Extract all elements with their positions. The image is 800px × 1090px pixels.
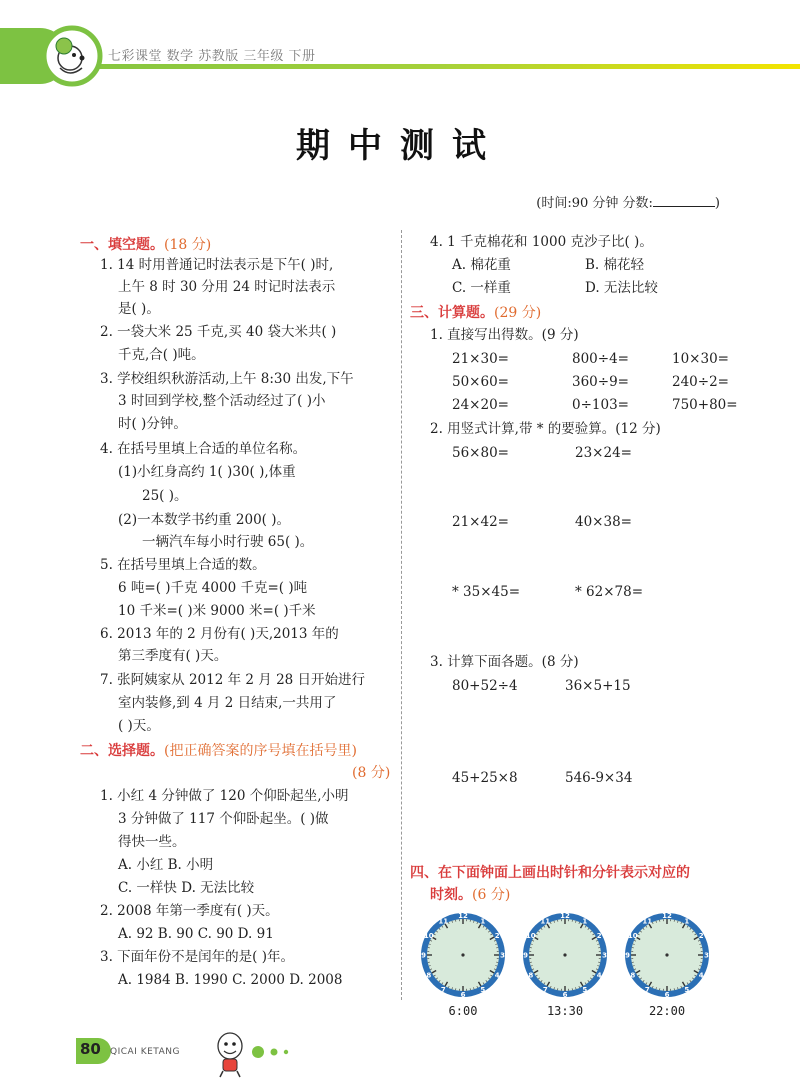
clock-label-2: 13:30 xyxy=(546,1004,584,1018)
q2-line-1: 2. 一袋大米 25 千克,买 40 袋大米共( ) xyxy=(100,324,337,340)
clock-numeral: 2 xyxy=(494,931,500,940)
clock-numeral: 4 xyxy=(698,971,704,980)
q7-line-2: 室内装修,到 4 月 2 日结束,一共用了 xyxy=(118,695,337,711)
section-4-title-1: 四、在下面钟面上画出时针和分针表示对应的 xyxy=(410,865,690,881)
section-2-note: (把正确答案的序号填在括号里) xyxy=(164,743,357,759)
choice-q1-options-1: A. 小红 B. 小明 xyxy=(118,857,214,873)
clock-numeral: 6 xyxy=(460,991,466,1000)
choice-q4-opt-d: D. 无法比较 xyxy=(585,280,658,296)
mixed-item: 45+25×8 xyxy=(452,770,518,786)
choice-q2-options: A. 92 B. 90 C. 90 D. 91 xyxy=(118,926,274,942)
clock-numeral: 8 xyxy=(630,971,636,980)
footer-brand: QICAI KETANG xyxy=(110,1047,180,1057)
clock-numeral: 5 xyxy=(480,985,486,994)
clock-numeral: 8 xyxy=(528,971,534,980)
choice-q3: 3. 下面年份不是闰年的是( )年。 xyxy=(100,949,294,965)
calc-2-title: 2. 用竖式计算,带 * 的要验算。(12 分) xyxy=(430,421,661,437)
section-1-points: (18 分) xyxy=(164,237,212,253)
clock-numeral: 4 xyxy=(494,971,500,980)
calc-3-title: 3. 计算下面各题。(8 分) xyxy=(430,654,579,670)
q1-line-2: 上午 8 时 30 分用 24 时记时法表示 xyxy=(118,279,336,295)
section-3-title xyxy=(410,302,541,322)
clock-numeral: 12 xyxy=(458,912,468,921)
direct-item: 750+80= xyxy=(672,397,738,413)
section-4-points: (6 分) xyxy=(472,887,511,903)
section-3-label: 三、计算题。 xyxy=(410,305,494,321)
section-1-label: 一、填空题。 xyxy=(80,237,164,253)
section-2-label: 二、选择题。 xyxy=(80,743,164,759)
vertical-item: * 62×78= xyxy=(575,584,644,600)
q3-line-2: 3 时回到学校,整个活动经过了( )小 xyxy=(118,393,326,409)
clock-numeral: 7 xyxy=(440,985,446,994)
vertical-item: 40×38= xyxy=(575,514,632,530)
clock-numeral: 7 xyxy=(644,985,650,994)
clock-numeral: 1 xyxy=(582,917,588,926)
vertical-item: 21×42= xyxy=(452,514,509,530)
calc-1-title: 1. 直接写出得数。(9 分) xyxy=(430,327,579,343)
q4-line-3: 25( )。 xyxy=(142,488,188,504)
section-2-points: (8 分) xyxy=(352,765,391,781)
clock-numeral: 1 xyxy=(684,917,690,926)
clock-label-1: 6:00 xyxy=(448,1004,478,1018)
q5-line-1: 5. 在括号里填上合适的数。 xyxy=(100,557,266,573)
mixed-item: 546-9×34 xyxy=(565,770,633,786)
section-2-points-wrap xyxy=(352,762,390,782)
clock-numeral: 2 xyxy=(596,931,602,940)
clock-face-2[interactable] xyxy=(520,910,610,1000)
clock-numeral: 6 xyxy=(562,991,568,1000)
choice-q3-options: A. 1984 B. 1990 C. 2000 D. 2008 xyxy=(118,972,343,988)
clock-numeral: 8 xyxy=(426,971,432,980)
mixed-item: 80+52÷4 xyxy=(452,678,518,694)
clock-numeral: 3 xyxy=(602,951,607,960)
direct-item: 21×30= xyxy=(452,351,509,367)
q4-line-5: 一辆汽车每小时行驶 65( )。 xyxy=(142,534,314,550)
section-2-title xyxy=(80,740,357,760)
choice-q4-opt-b: B. 棉花轻 xyxy=(585,257,645,273)
q3-line-1: 3. 学校组织秋游活动,上午 8:30 出发,下午 xyxy=(100,371,354,387)
choice-q4-opt-a: A. 棉花重 xyxy=(452,257,511,273)
clock-numeral: 7 xyxy=(542,985,548,994)
clock-center xyxy=(563,953,566,956)
clock-center xyxy=(461,953,464,956)
time-label: (时间:90 分钟 分数: xyxy=(536,196,653,211)
footer-dots xyxy=(250,1044,300,1060)
clock-face-1[interactable] xyxy=(418,910,508,1000)
clock-numeral: 10 xyxy=(423,931,434,940)
clock-numeral: 6 xyxy=(664,991,670,1000)
clock-numeral: 9 xyxy=(421,951,426,960)
clock-numeral: 12 xyxy=(560,912,570,921)
clock-numeral: 11 xyxy=(642,917,653,926)
q1-line-1: 1. 14 时用普通记时法表示是下午( )时, xyxy=(100,257,334,273)
q5-line-3: 10 千米=( )米 9000 米=( )千米 xyxy=(118,603,316,619)
q6-line-2: 第三季度有( )天。 xyxy=(118,648,228,664)
direct-item: 10×30= xyxy=(672,351,729,367)
choice-q1-line-1: 1. 小红 4 分钟做了 120 个仰卧起坐,小明 xyxy=(100,788,349,804)
choice-q1-options-2: C. 一样快 D. 无法比较 xyxy=(118,880,255,896)
clock-numeral: 2 xyxy=(698,931,704,940)
section-3-points: (29 分) xyxy=(494,305,542,321)
page-number: 80 xyxy=(80,1040,101,1058)
direct-item: 50×60= xyxy=(452,374,509,390)
direct-item: 240÷2= xyxy=(672,374,729,390)
q3-line-3: 时( )分钟。 xyxy=(118,416,187,432)
column-divider xyxy=(401,230,402,1000)
choice-q4: 4. 1 千克棉花和 1000 克沙子比( )。 xyxy=(430,234,653,250)
direct-item: 0÷103= xyxy=(572,397,629,413)
choice-q1-line-2: 3 分钟做了 117 个仰卧起坐。( )做 xyxy=(118,811,329,827)
time-score-line xyxy=(536,192,720,211)
score-blank[interactable] xyxy=(653,194,715,207)
clock-numeral: 5 xyxy=(582,985,588,994)
clock-numeral: 10 xyxy=(627,931,638,940)
section-4-label: 时刻。 xyxy=(430,887,472,903)
header-series-title: 七彩课堂 数学 苏教版 三年级 下册 xyxy=(108,49,316,64)
q4-line-2: (1)小红身高约 1( )30( ),体重 xyxy=(118,464,296,480)
time-close: ) xyxy=(714,196,720,211)
q6-line-1: 6. 2013 年的 2 月份有( )天,2013 年的 xyxy=(100,626,339,642)
clock-numeral: 11 xyxy=(540,917,551,926)
clock-numeral: 1 xyxy=(480,917,486,926)
clock-center xyxy=(665,953,668,956)
q4-line-1: 4. 在括号里填上合适的单位名称。 xyxy=(100,441,307,457)
page-title: 期中测试 xyxy=(296,126,504,166)
footer-mascot-icon xyxy=(212,1030,248,1078)
section-4-title-2 xyxy=(430,884,510,904)
q7-line-1: 7. 张阿姨家从 2012 年 2 月 28 日开始进行 xyxy=(100,672,366,688)
choice-q4-opt-c: C. 一样重 xyxy=(452,280,511,296)
clock-numeral: 9 xyxy=(625,951,630,960)
clock-numeral: 4 xyxy=(596,971,602,980)
clock-numeral: 12 xyxy=(662,912,672,921)
direct-item: 360÷9= xyxy=(572,374,629,390)
clock-numeral: 10 xyxy=(525,931,536,940)
q7-line-3: ( )天。 xyxy=(118,718,160,734)
mixed-item: 36×5+15 xyxy=(565,678,631,694)
q2-line-2: 千克,合( )吨。 xyxy=(118,347,205,363)
vertical-item: * 35×45= xyxy=(452,584,521,600)
vertical-item: 23×24= xyxy=(575,445,632,461)
choice-q1-line-3: 得快一些。 xyxy=(118,834,186,850)
clock-numeral: 9 xyxy=(523,951,528,960)
header-logo xyxy=(0,20,110,90)
q1-line-3: 是( )。 xyxy=(118,301,160,317)
direct-item: 800÷4= xyxy=(572,351,629,367)
clock-numeral: 11 xyxy=(438,917,449,926)
clock-label-3: 22:00 xyxy=(648,1004,686,1018)
choice-q2: 2. 2008 年第一季度有( )天。 xyxy=(100,903,279,919)
section-1-title xyxy=(80,234,211,254)
clock-numeral: 5 xyxy=(684,985,690,994)
clock-numeral: 3 xyxy=(500,951,505,960)
vertical-item: 56×80= xyxy=(452,445,509,461)
clock-face-3[interactable] xyxy=(622,910,712,1000)
q5-line-2: 6 吨=( )千克 4000 千克=( )吨 xyxy=(118,580,308,596)
clock-numeral: 3 xyxy=(704,951,709,960)
q4-line-4: (2)一本数学书约重 200( )。 xyxy=(118,512,291,528)
direct-item: 24×20= xyxy=(452,397,509,413)
